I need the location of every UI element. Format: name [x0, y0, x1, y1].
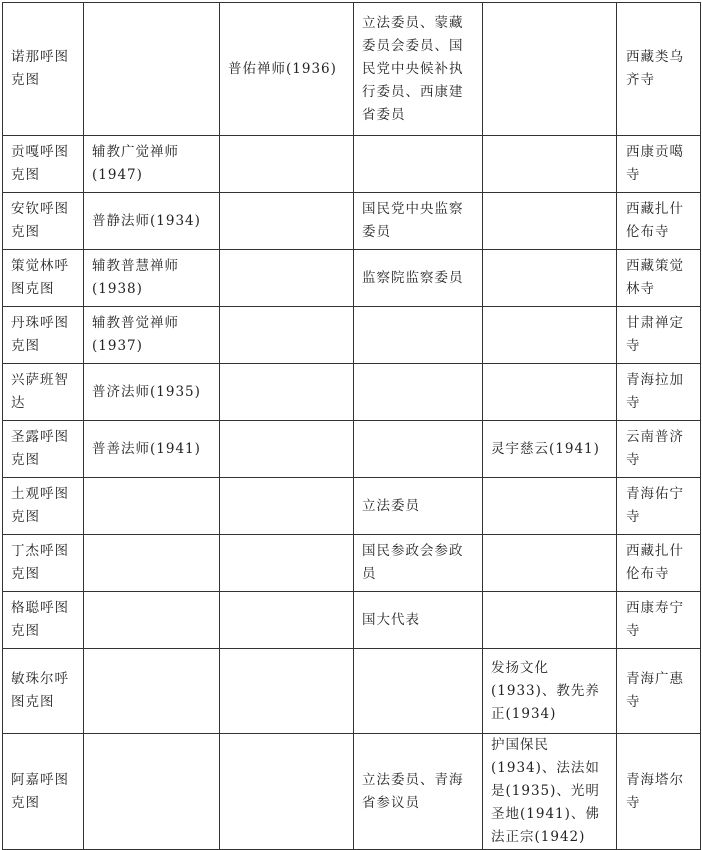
name-cell: [3, 649, 84, 734]
post-cell: [354, 307, 483, 364]
name-cell: [3, 193, 84, 250]
title-cell: [84, 734, 220, 850]
post-cell: [354, 364, 483, 421]
title-2-cell: [220, 193, 354, 250]
name-cell: [3, 364, 84, 421]
title-2-cell: [220, 250, 354, 307]
table-row: [3, 592, 701, 649]
title-2-cell: [220, 535, 354, 592]
cell-text: 普佑禅师(1936): [228, 60, 337, 77]
name-cell: [3, 421, 84, 478]
table-row: [3, 649, 701, 734]
cell-text: 辅教广觉禅师(1947): [92, 144, 179, 183]
cell-text: 安钦呼图克图: [11, 201, 69, 240]
table-row: [3, 734, 701, 850]
lama-titles-table: [2, 2, 701, 850]
plaque-cell: [483, 136, 617, 193]
cell-text: 普静法师(1934): [92, 212, 201, 229]
monastery-cell: [617, 535, 701, 592]
plaque-cell: [483, 193, 617, 250]
title-cell: [84, 478, 220, 535]
cell-text: 立法委员: [362, 497, 420, 514]
title-2-cell: [220, 421, 354, 478]
name-cell: [3, 592, 84, 649]
title-2-cell: [220, 3, 354, 136]
title-cell: [84, 649, 220, 734]
cell-text: 国大代表: [362, 611, 420, 628]
plaque-cell: [483, 364, 617, 421]
post-cell: [354, 592, 483, 649]
plaque-cell: [483, 307, 617, 364]
table-row: [3, 250, 701, 307]
monastery-cell: [617, 421, 701, 478]
cell-text: 青海拉加寺: [626, 372, 684, 411]
table-row: [3, 364, 701, 421]
title-2-cell: [220, 364, 354, 421]
plaque-cell: [483, 535, 617, 592]
cell-text: 监察院监察委员: [362, 269, 464, 286]
cell-text: 立法委员、青海省参议员: [362, 771, 464, 811]
cell-text: 辅教普觉禅师(1937): [92, 315, 179, 354]
table-row: [3, 478, 701, 535]
cell-text: 西藏扎什伦布寺: [626, 201, 684, 240]
title-cell: [84, 250, 220, 307]
table-row: [3, 421, 701, 478]
post-cell: [354, 421, 483, 478]
plaque-cell: [483, 478, 617, 535]
title-2-cell: [220, 307, 354, 364]
cell-text: 辅教普慧禅师(1938): [92, 258, 179, 297]
title-cell: [84, 3, 220, 136]
cell-text: 立法委员、蒙藏委员会委员、国民党中央候补执行委员、西康建省委员: [362, 14, 464, 123]
cell-text: 青海塔尔寺: [626, 771, 684, 811]
title-2-cell: [220, 649, 354, 734]
name-cell: [3, 734, 84, 850]
monastery-cell: [617, 734, 701, 850]
monastery-cell: [617, 478, 701, 535]
cell-text: 青海佑宁寺: [626, 486, 684, 525]
cell-text: 西藏扎什伦布寺: [626, 543, 684, 582]
title-cell: [84, 136, 220, 193]
title-cell: [84, 307, 220, 364]
name-cell: [3, 478, 84, 535]
cell-text: 敏珠尔呼图克图: [11, 671, 69, 710]
cell-text: 圣露呼图克图: [11, 429, 69, 468]
monastery-cell: [617, 250, 701, 307]
monastery-cell: [617, 364, 701, 421]
table-row: [3, 307, 701, 364]
cell-text: 甘肃禅定寺: [626, 315, 684, 354]
cell-text: 发扬文化(1933)、教先养正(1934): [491, 659, 600, 722]
cell-text: 西藏策觉林寺: [626, 258, 684, 297]
cell-text: 策觉林呼图克图: [11, 258, 69, 297]
cell-text: 阿嘉呼图克图: [11, 771, 69, 811]
table-row: [3, 193, 701, 250]
title-cell: [84, 364, 220, 421]
cell-text: 国民参政会参政员: [362, 543, 464, 582]
post-cell: [354, 478, 483, 535]
cell-text: 西康贡噶寺: [626, 144, 684, 183]
cell-text: 丹珠呼图克图: [11, 315, 69, 354]
title-2-cell: [220, 734, 354, 850]
cell-text: 丁杰呼图克图: [11, 543, 69, 582]
plaque-cell: [483, 592, 617, 649]
plaque-cell: [483, 421, 617, 478]
title-cell: [84, 535, 220, 592]
title-cell: [84, 421, 220, 478]
name-cell: [3, 535, 84, 592]
title-2-cell: [220, 136, 354, 193]
plaque-cell: [483, 649, 617, 734]
monastery-cell: [617, 193, 701, 250]
plaque-cell: [483, 250, 617, 307]
post-cell: [354, 250, 483, 307]
cell-text: 格聪呼图克图: [11, 600, 69, 639]
post-cell: [354, 136, 483, 193]
monastery-cell: [617, 307, 701, 364]
table-row: [3, 136, 701, 193]
name-cell: [3, 250, 84, 307]
monastery-cell: [617, 136, 701, 193]
table-row: [3, 535, 701, 592]
name-cell: [3, 307, 84, 364]
post-cell: [354, 3, 483, 136]
post-cell: [354, 535, 483, 592]
monastery-cell: [617, 3, 701, 136]
name-cell: [3, 3, 84, 136]
cell-text: 国民党中央监察委员: [362, 201, 464, 240]
cell-text: 西康寿宁寺: [626, 600, 684, 639]
cell-text: 诺那呼图克图: [11, 49, 69, 88]
cell-text: 云南普济寺: [626, 429, 684, 468]
cell-text: 灵宇慈云(1941): [491, 440, 600, 457]
post-cell: [354, 649, 483, 734]
monastery-cell: [617, 649, 701, 734]
title-cell: [84, 193, 220, 250]
cell-text: 贡嘎呼图克图: [11, 144, 69, 183]
table-row: [3, 3, 701, 136]
monastery-cell: [617, 592, 701, 649]
cell-text: 土观呼图克图: [11, 486, 69, 525]
plaque-cell: [483, 734, 617, 850]
cell-text: 兴萨班智达: [11, 372, 69, 411]
cell-text: 西藏类乌齐寺: [626, 49, 684, 88]
plaque-cell: [483, 3, 617, 136]
name-cell: [3, 136, 84, 193]
post-cell: [354, 734, 483, 850]
cell-text: 护国保民(1934)、法法如是(1935)、光明圣地(1941)、佛法正宗(1942): [491, 737, 600, 845]
title-cell: [84, 592, 220, 649]
cell-text: 普济法师(1935): [92, 383, 201, 400]
cell-text: 青海广惠寺: [626, 671, 684, 710]
cell-text: 普善法师(1941): [92, 440, 201, 457]
title-2-cell: [220, 478, 354, 535]
post-cell: [354, 193, 483, 250]
title-2-cell: [220, 592, 354, 649]
